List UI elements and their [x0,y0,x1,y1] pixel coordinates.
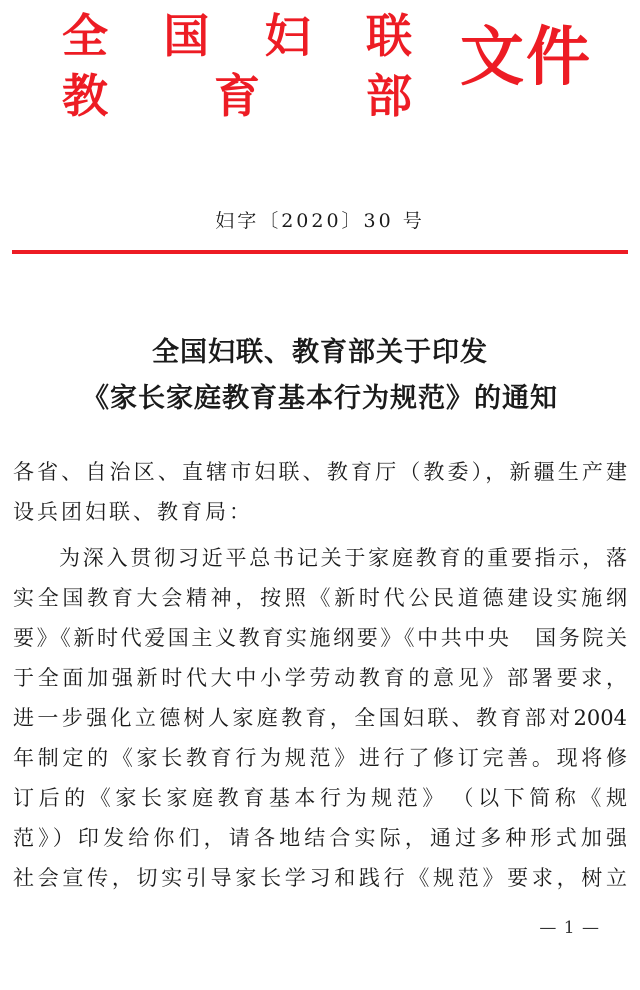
body-line: 要》《新时代爱国主义教育实施纲要》《中共中央 国务院关 [13,626,627,650]
body-line: 于全面加强新时代大中小学劳动教育的意见》部署要求， [13,666,627,690]
body-line: 订后的《家长家庭教育基本行为规范》 （以下简称《规 [13,786,627,810]
doc-number: 妇字〔2020〕30 号 [215,210,425,232]
recipients-line: 各省、自治区、直辖市妇联、教育厅（教委），新疆生产建 [13,460,627,484]
body-line: 社会宣传，切实引导家长学习和践行《规范》要求，树立 [13,866,627,890]
document-title-line2: 《家长家庭教育基本行为规范》的通知 [82,383,558,414]
org-char: 部 [366,69,412,123]
doc-type-label: 文件 [460,20,592,95]
body-line: 范》）印发给你们，请各地结合实际，通过多种形式加强 [13,826,627,850]
org-char: 教 [62,69,108,123]
org-name-line2 [62,69,412,123]
org-char: 国 [163,9,210,63]
body-line: 年制定的《家长教育行为规范》进行了修订完善。现将修 [13,746,627,770]
page-number: — 1 — [539,918,600,938]
issuing-agencies [62,9,412,123]
org-char: 育 [214,69,260,123]
org-char: 联 [365,9,412,63]
body-line: 进一步强化立德树人家庭教育，全国妇联、教育部对2004 [13,706,627,730]
org-char: 全 [62,9,108,63]
recipients [13,452,627,532]
body-line: 为深入贯彻习近平总书记关于家庭教育的重要指示，落 [59,546,627,570]
document-title [0,330,640,422]
body-paragraph [13,538,627,898]
body-line: 实全国教育大会精神，按照《新时代公民道德建设实施纲 [13,586,627,610]
org-char: 妇 [264,9,311,63]
org-name-line1 [62,9,412,63]
document-title-line1: 全国妇联、教育部关于印发 [152,337,488,368]
recipients-line: 设兵团妇联、教育局： [13,500,253,524]
letterhead [0,0,640,200]
red-divider [12,250,628,254]
